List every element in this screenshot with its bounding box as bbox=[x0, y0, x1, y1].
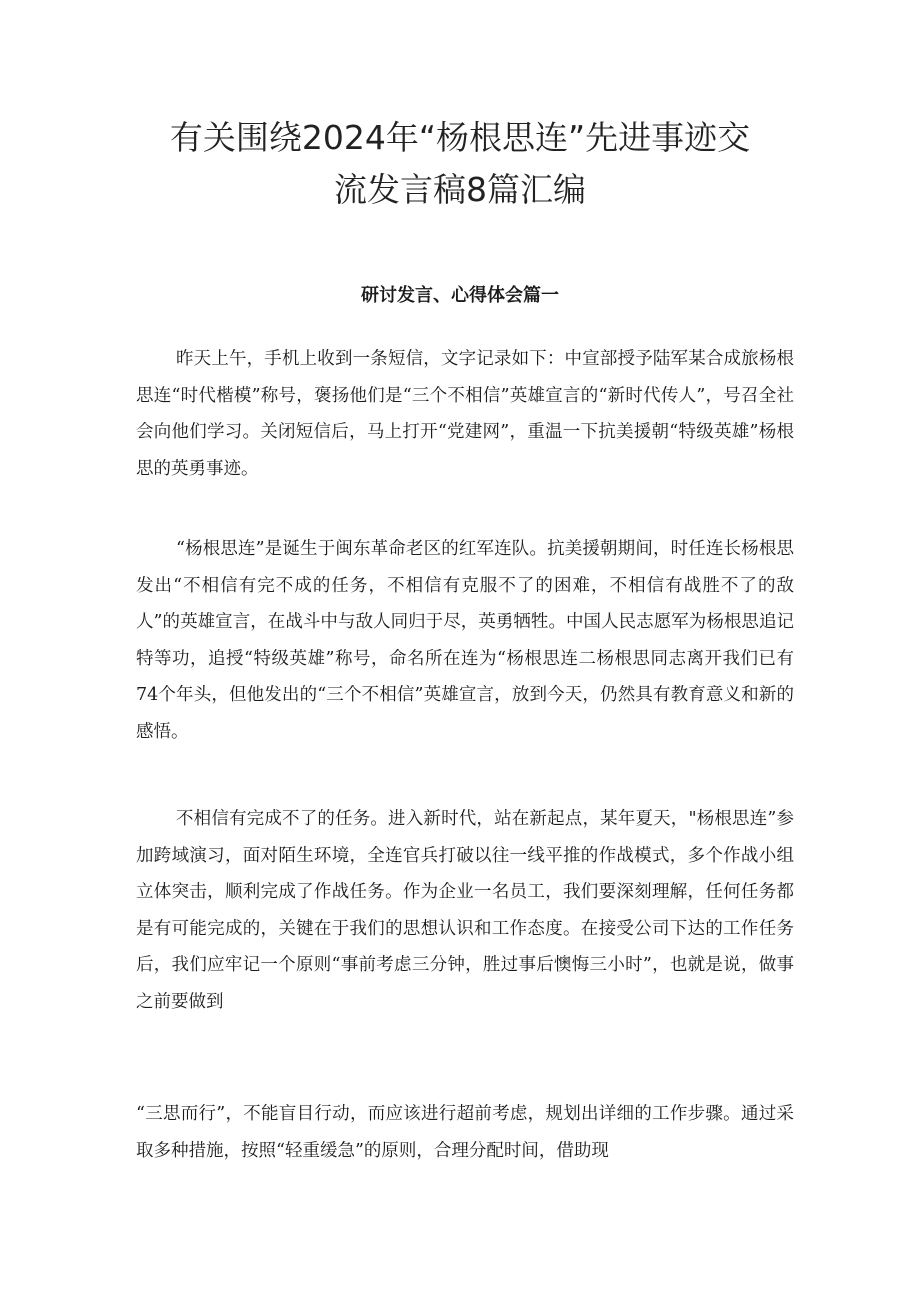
paragraph-2: “杨根思连”是诞生于闽东革命老区的红军连队。抗美援朝期间，时任连长杨根思发出“不相信有完不成的任务，不相信有克服不了的困难，不相信有战胜不了的敌人”的英雄宣言，在战斗中与敌人同归于尽，英勇牺牲。中国人民志愿军为杨根思追记特等功，追授“特级英雄”称号，命名所在连为“杨根思连二杨根思同志离开我们已有74个年头，但他发出的“三个不相信”英雄宣言，放到今天，仍然具有教育意义和新的感悟。 bbox=[136, 539, 794, 742]
title-line-2: 流发言稿8篇汇编 bbox=[334, 170, 586, 209]
document-title bbox=[100, 112, 820, 216]
paragraph-3: 不相信有完成不了的任务。进入新时代，站在新起点，某年夏天，"杨根思连”参加跨域演习，面对陌生环境，全连官兵打破以往一线平推的作战模式，多个作战小组立体突击，顺利完成了作战任务。作为企业一名员工，我们要深刻理解，任何任务都是有可能完成的，关键在于我们的思想认识和工作态度。在接受公司下达的工作任务后，我们应牢记一个原则“事前考虑三分钟，胜过事后懊悔三小时”，也就是说，做事之前要做到 bbox=[136, 809, 794, 1012]
title-line-1: 有关围绕2024年“杨根思连”先进事迹交 bbox=[169, 118, 751, 157]
paragraph-1: 昨天上午，手机上收到一条短信，文字记录如下：中宣部授予陆军某合成旅杨根思连“时代楷模”称号，褒扬他们是“三个不相信”英雄宣言的“新时代传人”，号召全社会向他们学习。关闭短信后，马上打开“党建网”，重温一下抗美援朝“特级英雄”杨根思的英勇事迹。 bbox=[136, 349, 794, 479]
section-heading: 研讨发言、心得体会篇一 bbox=[361, 285, 559, 306]
paragraph-4: “三思而行”，不能盲目行动，而应该进行超前考虑，规划出详细的工作步骤。通过采取多种措施，按照“轻重缓急”的原则，合理分配时间，借助现 bbox=[136, 1104, 794, 1161]
